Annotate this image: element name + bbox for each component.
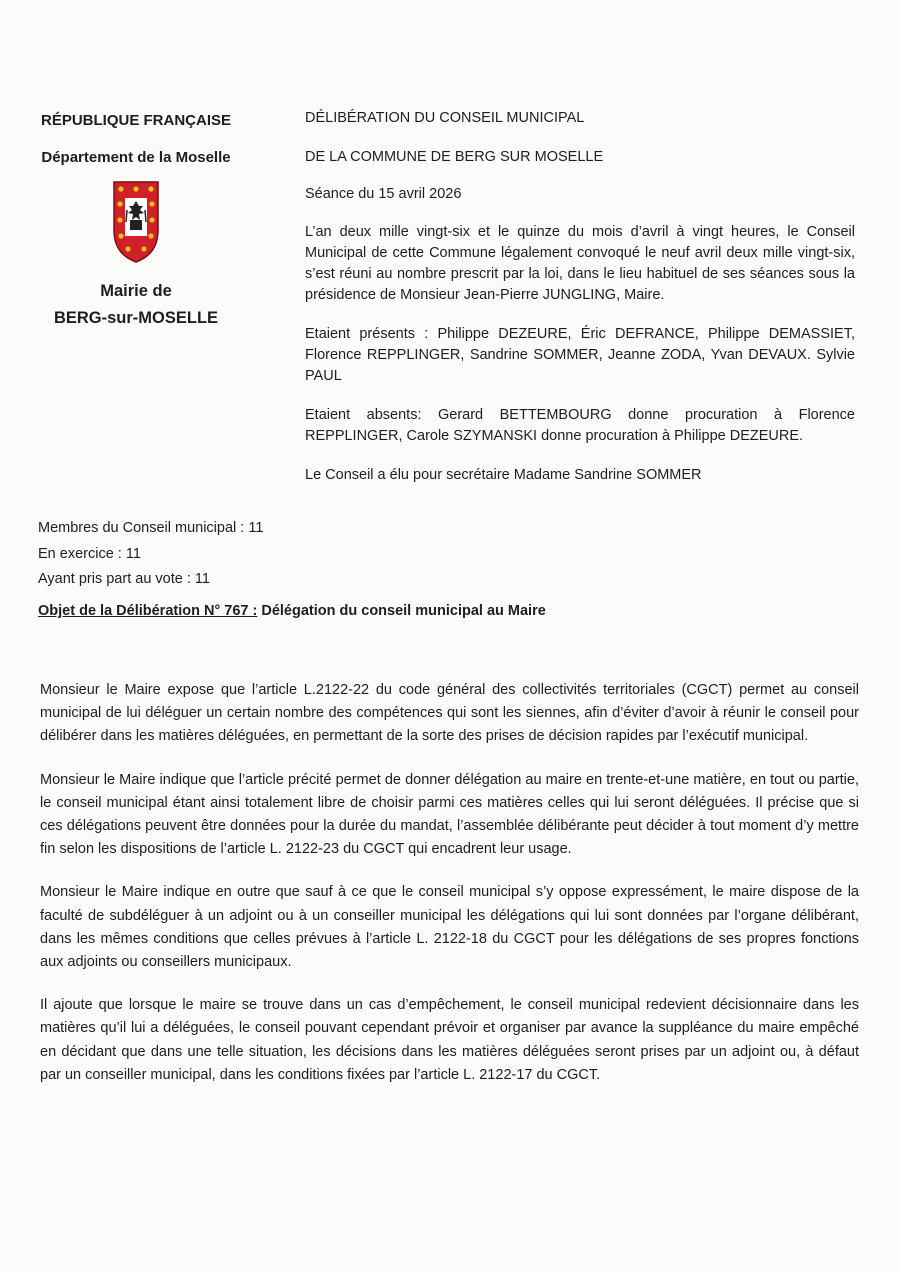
deliberation-title: DÉLIBÉRATION DU CONSEIL MUNICIPAL (305, 110, 585, 126)
members-total: Membres du Conseil municipal : 11 (38, 520, 264, 536)
convocation-paragraph: L’an deux mille vingt-six et le quinze du mois d’avril à vingt heures, le Conseil Municipal de cette Commune légalement convoqué le neuf avril deux mille vingt-six, s’est réuni au nombre prescrit par la loi, dans le lieu habituel de ses séances sous la présidence de Monsieur Jean-Pierre JUNGLING, Maire. (305, 224, 855, 303)
body-paragraph: Monsieur le Maire indique que l’article précité permet de donner délégation au maire en trente-et-une matière, en tout ou partie, le conseil municipal étant ainsi totalement libre de choisir parmi ces matières celles qui lui seront déléguées. Il précise que si ces délégations peuvent être données pour la durée du mandat, l’assemblée délibérante peut décider à tout moment d’y mettre fin selon les dispositions de l’article L. 2122-23 du CGCT qui encadrent leur usage. (40, 771, 859, 858)
members-exercice: En exercice : 11 (38, 545, 141, 562)
republique-label: RÉPUBLIQUE FRANÇAISE (40, 112, 231, 129)
deliberation-header (305, 108, 855, 486)
mairie-name (36, 278, 236, 332)
left-header (36, 108, 236, 332)
body-paragraph: Monsieur le Maire expose que l’article L.2122-22 du code général des collectivités territoriales (CGCT) permet au conseil municipal de lui déléguer un certain nombre des compétences qui sont les siennes, afin d’éviter d’avoir à réunir le conseil pour délibérer dans les matières déléguées, en permettant de la sorte des prises de décision rapides par l’exécutif municipal. (40, 682, 859, 745)
presents-paragraph: Etaient présents : Philippe DEZEURE, Éric DEFRANCE, Philippe DEMASSIET, Florence REPPLINGER, Sandrine SOMMER, Jeanne ZODA, Yvan DEVAUX. Sylvie PAUL (305, 326, 855, 384)
object-label: Objet de la Délibération N° 767 : (38, 603, 258, 619)
secretaire-paragraph: Le Conseil a élu pour secrétaire Madame Sandrine SOMMER (305, 467, 702, 483)
departement-label: Département de la Moselle (41, 149, 231, 166)
absents-paragraph: Etaient absents: Gerard BETTEMBOURG donne procuration à Florence REPPLINGER, Carole SZYMANSKI donne procuration à Philippe DEZEURE. (305, 407, 855, 444)
deliberation-body (40, 679, 859, 1107)
members-votants: Ayant pris part au vote : 11 (38, 571, 210, 587)
coat-of-arms-icon (111, 180, 161, 264)
commune-title: DE LA COMMUNE DE BERG SUR MOSELLE (305, 149, 604, 165)
mairie-line2: BERG-sur-MOSELLE (53, 309, 219, 327)
body-paragraph: Monsieur le Maire indique en outre que sauf à ce que le conseil municipal s’y oppose expressément, le maire dispose de la faculté de subdéléguer à un adjoint ou à un conseiller municipal les délégations qui lui sont données par l’organe délibérant, dans les mêmes conditions que celles prévues à l’article L. 2122-18 du CGCT pour les délégations de ses propres fonctions aux adjoints ou conseillers municipaux. (40, 884, 859, 971)
mairie-line1: Mairie de (100, 282, 172, 300)
members-count (38, 516, 263, 593)
seance-date: Séance du 15 avril 2026 (305, 186, 462, 202)
body-paragraph: Il ajoute que lorsque le maire se trouve dans un cas d’empêchement, le conseil municipal redevient décisionnaire dans les matières qu’il lui a déléguées, le conseil pouvant cependant prévoir et organiser par avance la suppléance du maire empêché en décidant que dans une telle situation, les décisions dans les matières déléguées seront prises par un adjoint ou, à défaut par un conseiller municipal, dans les conditions fixées par l’article L. 2122-17 du CGCT. (40, 997, 859, 1083)
deliberation-object (38, 603, 546, 619)
object-text: Délégation du conseil municipal au Maire (257, 603, 546, 619)
